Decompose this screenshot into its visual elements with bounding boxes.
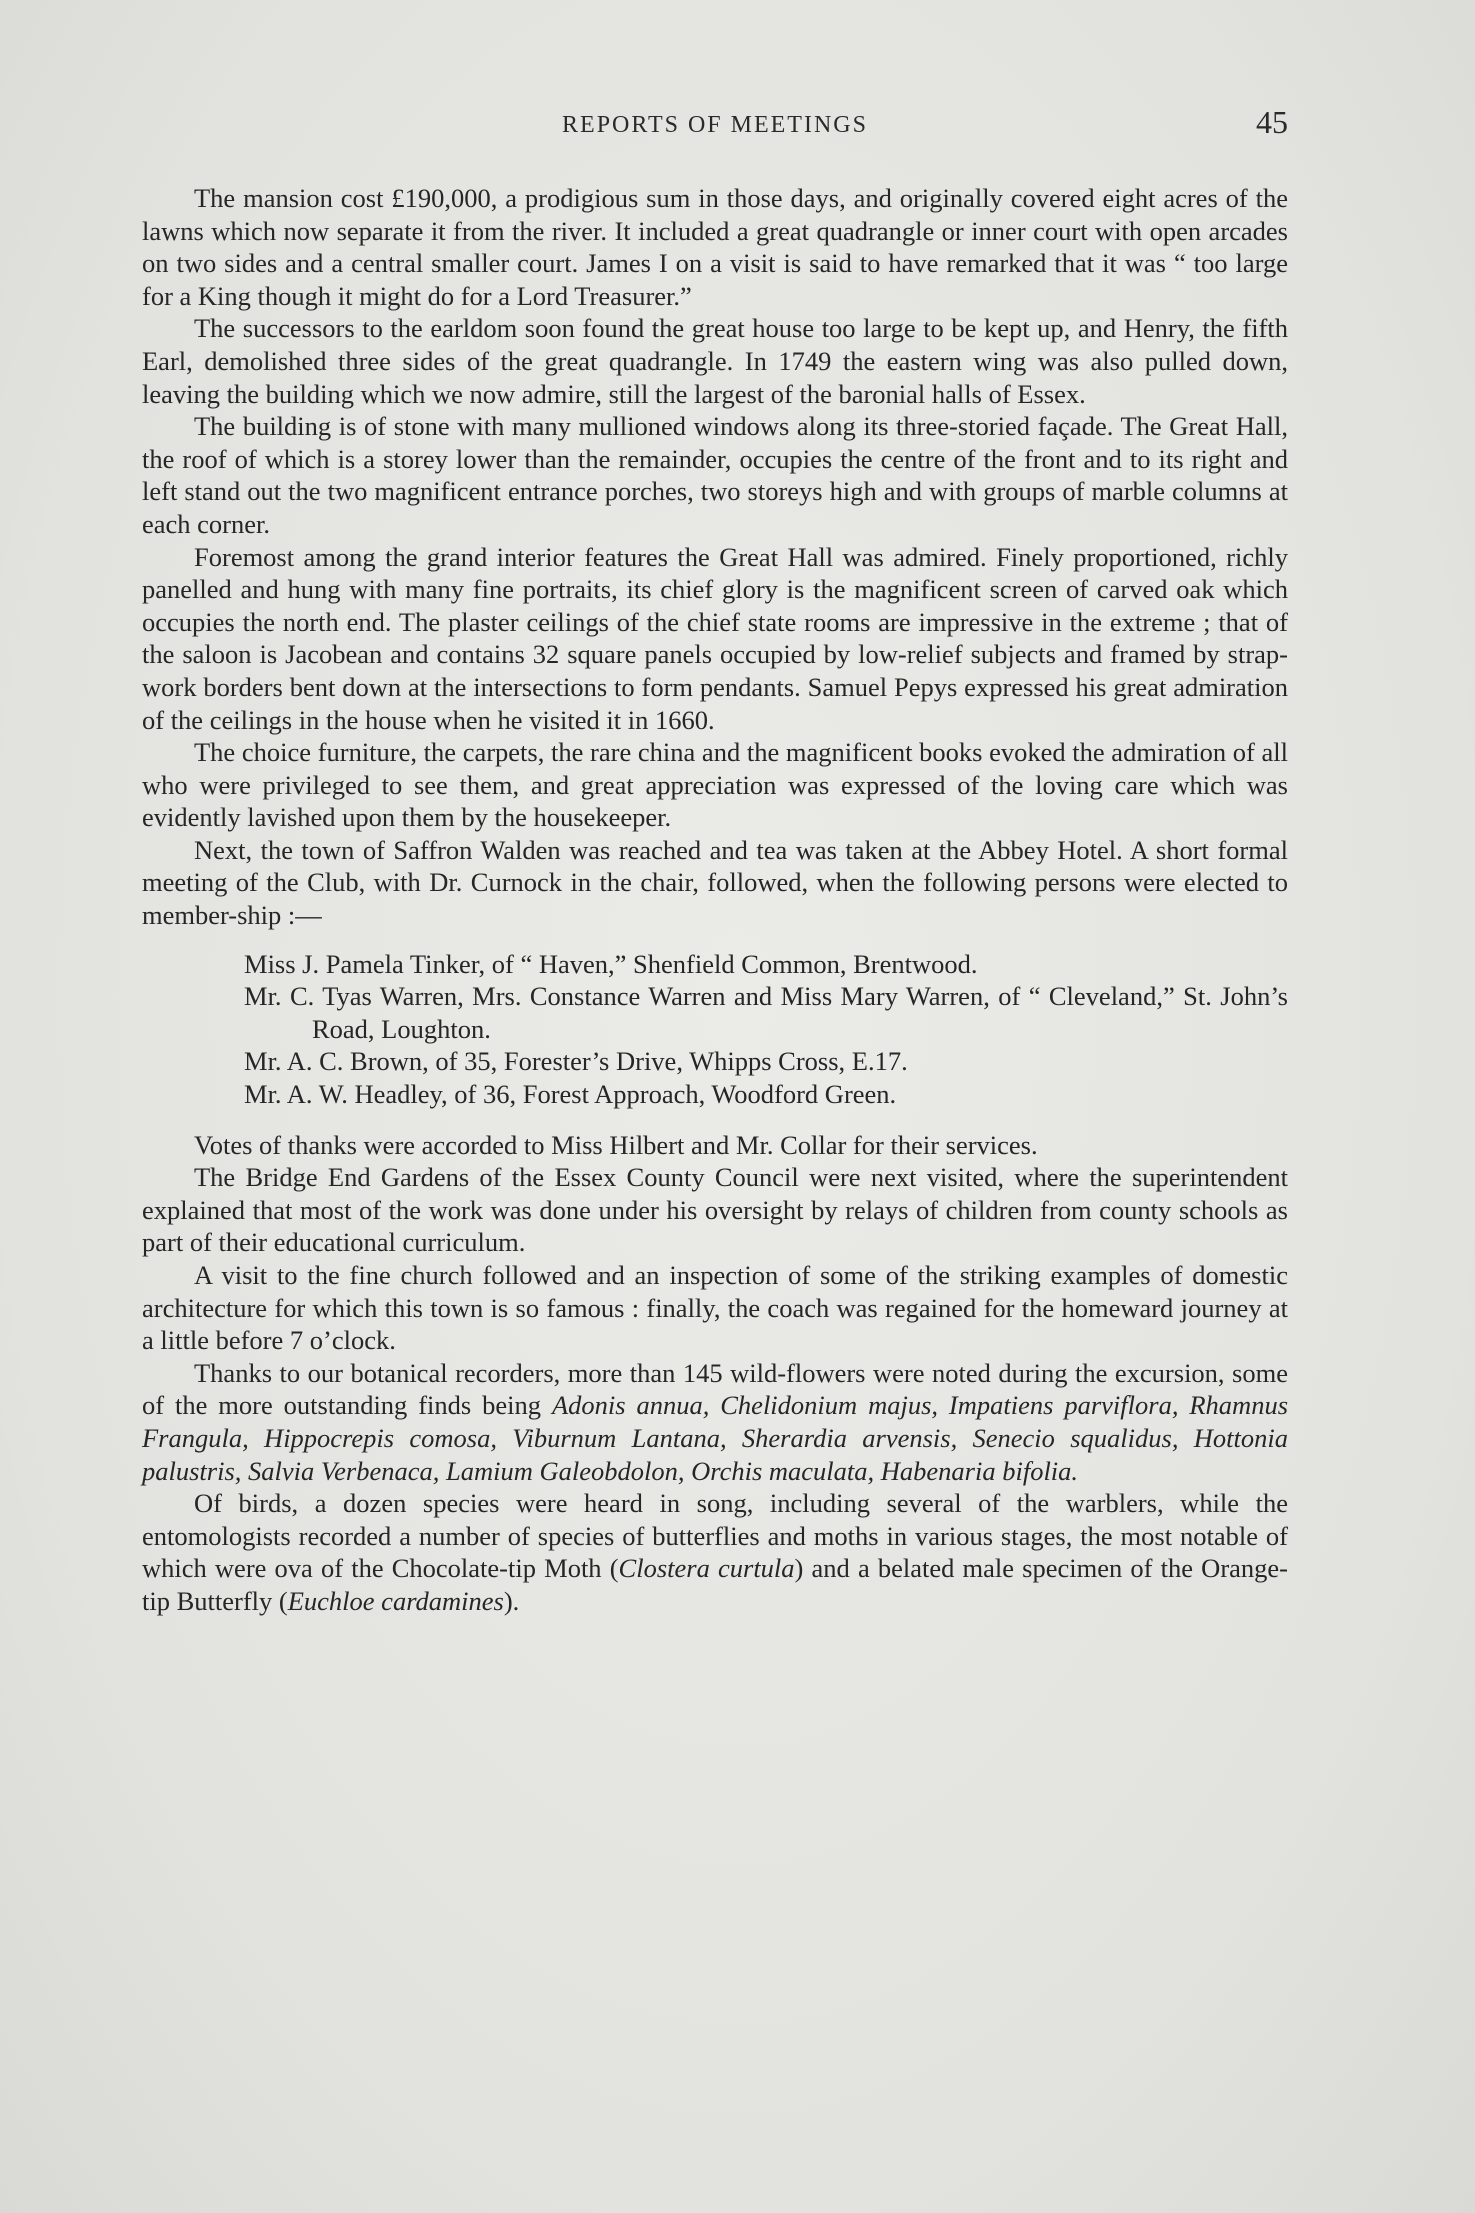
paragraph-bridge-end-gardens: The Bridge End Gardens of the Essex County Council were next visited, where the superintendent explained that most of the work was done under his oversight by relays of children from county schools as part of their educational curriculum. (142, 1162, 1288, 1258)
botany-intro: Thanks to our botanical recorders, more than 145 wild-flowers were noted during the excursion, some of the more outstanding finds being (142, 1357, 1288, 1421)
paragraph-church-visit: A visit to the fine church followed and an inspection of some of the striking examples of domestic architecture for which this town is so famous : finally, the coach was regained for the homeward journey at a little before 7 o’clock. (142, 1260, 1288, 1356)
new-members-list (142, 948, 1288, 1111)
member-entry: Mr. A. C. Brown, of 35, Forester’s Drive, Whipps Cross, E.17. (244, 1046, 908, 1077)
paragraph-votes-of-thanks: Votes of thanks were accorded to Miss Hilbert and Mr. Collar for their services. (194, 1129, 1038, 1160)
paragraph-birds (142, 1487, 1288, 1617)
member-entry: Mr. A. W. Headley, of 36, Forest Approach, Woodford Green. (244, 1079, 897, 1110)
paragraph-furniture: The choice furniture, the carpets, the rare china and the magnificent books evoked the admiration of all who were privileged to see them, and great appreciation was expressed of the loving care which was evidently lavished upon them by the housekeeper. (142, 737, 1288, 833)
paragraph-mansion-cost: The mansion cost £190,000, a prodigious sum in those days, and originally covered eight acres of the lawns which now separate it from the river. It included a great quadrangle or inner court with open arcades on two sides and a central smaller court. James I on a visit is said to have remarked that it was “ too large for a King though it might do for a Lord Treasurer.” (142, 183, 1288, 311)
paragraph-successors: The successors to the earldom soon found the great house too large to be kept up, and Henry, the fifth Earl, demolished three sides of the great quadrangle. In 1749 the eastern wing was also pulled down, leaving the building which we now admire, still the largest of the baronial halls of Essex. (142, 313, 1288, 409)
member-entry: Miss J. Pamela Tinker, of “ Haven,” Shenfield Common, Brentwood. (244, 948, 978, 979)
paragraph-botany (142, 1357, 1288, 1487)
paragraph-building-stone: The building is of stone with many mullioned windows along its three-storied façade. The Great Hall, the roof of which is a storey lower than the remainder, occupies the centre of the front and to its right and left stand out the two magnificent entrance porches, two storeys high and with groups of marble columns at each corner. (142, 411, 1288, 539)
botany-species-list: Adonis annua, Chelidonium majus, Impatiens parviflora, Rhamnus Frangula, Hippocrepis comosa, Viburnum Lantana, Sherardia arvensis, Senecio squalidus, Hottonia palustris, Salvia Verbenaca, Lamium Galeobdolon, Orchis maculata, Habenaria bifolia. (142, 1390, 1289, 1486)
birds-text-3: ). (503, 1585, 520, 1616)
paragraph-saffron-walden: Next, the town of Saffron Walden was reached and tea was taken at the Abbey Hotel. A short formal meeting of the Club, with Dr. Curnock in the chair, followed, when the following persons were elected to member-ship :— (142, 834, 1288, 931)
member-entry: Mr. C. Tyas Warren, Mrs. Constance Warren and Miss Mary Warren, of “ Cleveland,” St. John’s Road, Loughton. (244, 981, 1288, 1044)
body-text (142, 182, 1288, 1618)
page-header (142, 104, 1288, 144)
running-head: REPORTS OF MEETINGS (562, 112, 868, 138)
moth-species-name: Clostera curtula (618, 1553, 795, 1584)
paragraph-great-hall: Foremost among the grand interior features the Great Hall was admired. Finely proportioned, richly panelled and hung with many fine portraits, its chief glory is the magnificent screen of carved oak which occupies the north end. The plaster ceilings of the chief state rooms are impressive in the extreme ; that of the saloon is Jacobean and contains 32 square panels occupied by low-relief subjects and framed by strap-work borders bent down at the intersections to form pendants. Samuel Pepys expressed his great admiration of the ceilings in the house when he visited it in 1660. (142, 541, 1288, 735)
birds-text-2: ) and a belated male specimen of the Orange-tip Butterfly ( (142, 1553, 1288, 1616)
butterfly-species-name: Euchloe cardamines (287, 1585, 504, 1616)
page-number: 45 (1256, 104, 1288, 140)
birds-text-1: Of birds, a dozen species were heard in song, including several of the warblers, while the entomologists recorded a number of species of butterflies and moths in various stages, the most notable of which were ova of the Chocolate-tip Moth ( (142, 1488, 1288, 1584)
